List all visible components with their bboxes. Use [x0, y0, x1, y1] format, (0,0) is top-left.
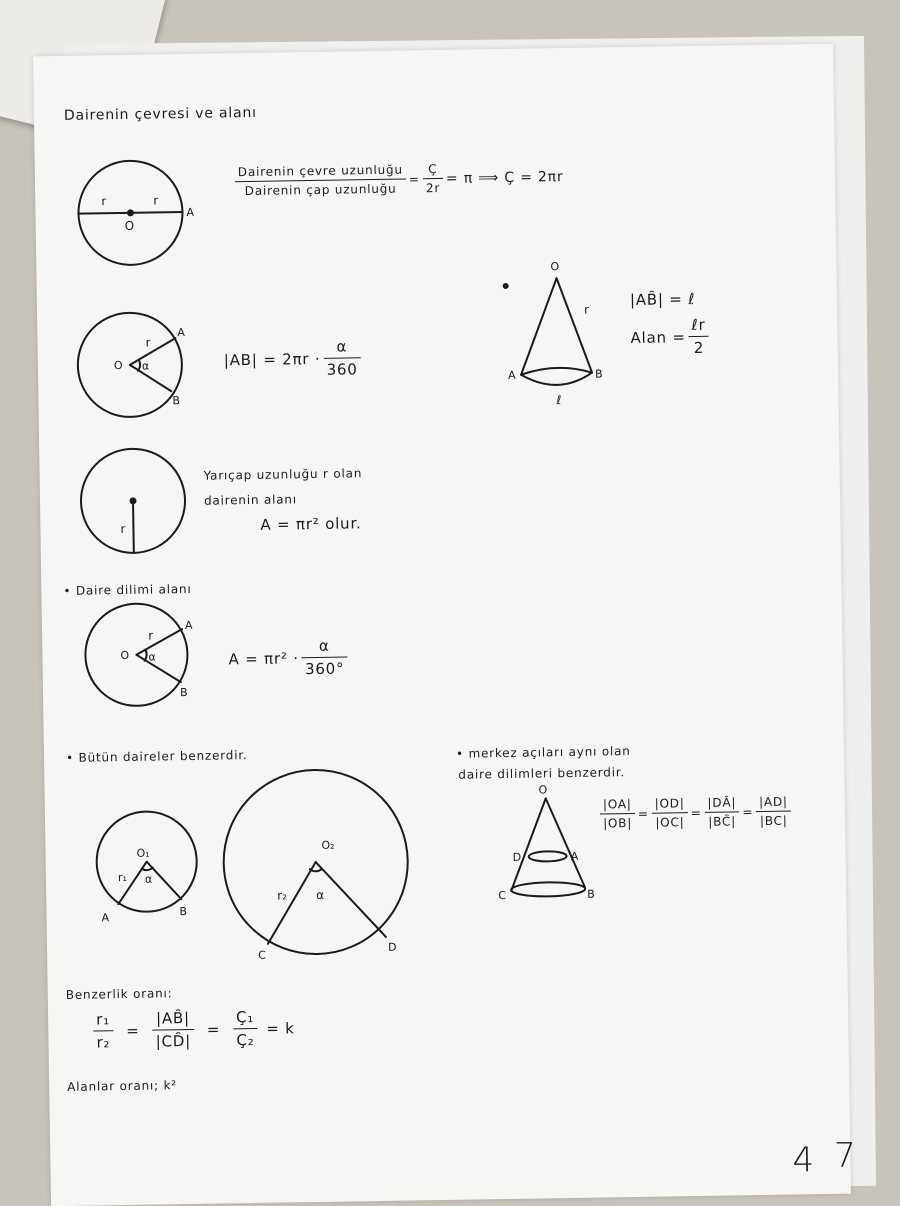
circle-diameter-figure [78, 160, 196, 266]
label-r: r [120, 521, 126, 537]
label-o: O [113, 358, 123, 373]
similarity-ratio-formula [90, 1007, 295, 1051]
sector-lhs: A = πr² · [228, 648, 299, 668]
label-r1: r₁ [117, 870, 127, 885]
eq-sign: = [637, 806, 649, 821]
label-alpha: α [148, 650, 156, 664]
ratio-oa-ob [600, 797, 635, 831]
label-b: B [587, 887, 595, 901]
cone-area-denominator: 2 [693, 338, 705, 358]
ratio-heading: Benzerlik oranı: [65, 986, 173, 1002]
bc-denominator: |BC| [759, 813, 788, 829]
circumference-result: = π ⟹ Ç = 2πr [445, 168, 564, 187]
label-b: B [179, 905, 188, 919]
c1-numerator: Ç₁ [233, 1008, 257, 1029]
label-r: r [148, 628, 154, 643]
ratio-r [93, 1010, 113, 1051]
area-line1: Yarıçap uzunluğu r olan [203, 466, 363, 483]
cone-area-formula [630, 316, 712, 358]
cut-cone-figure [497, 783, 595, 903]
ratio-fraction [235, 163, 406, 199]
sector-denominator: 360° [304, 659, 345, 679]
eq-sign: = [690, 805, 702, 820]
label-a: A [507, 368, 516, 382]
label-c: C [498, 889, 507, 903]
sector-numerator: α [302, 636, 348, 658]
bc-arc-denominator: |BC̑| [708, 814, 737, 829]
cone-area-lhs: Alan = [630, 327, 686, 347]
label-a: A [177, 326, 186, 340]
eq-sign: = [742, 804, 754, 819]
label-o: O [550, 260, 560, 274]
r1-numerator: r₁ [93, 1010, 113, 1031]
label-b: B [179, 686, 188, 700]
label-alpha: α [141, 359, 150, 373]
label-r-left: r [101, 194, 107, 209]
label-o: O [124, 218, 135, 233]
areas-ratio: Alanlar oranı; k² [67, 1078, 178, 1094]
arc-fraction [323, 337, 361, 379]
ratio-od-oc [652, 796, 688, 830]
ratio-result: = k [266, 1018, 295, 1038]
label-a: A [101, 911, 110, 925]
label-r: r [145, 335, 151, 350]
small-circle-figure [96, 811, 198, 925]
c-denominator: 2r [425, 180, 441, 196]
circle-sector-figure [85, 603, 195, 707]
area-line2: dairenin alanı [203, 492, 298, 508]
label-d: D [512, 850, 522, 864]
page-number: 4 [792, 1140, 815, 1181]
c-numerator: Ç [423, 162, 443, 179]
cone-area-numerator: ℓr [688, 316, 708, 337]
arc-numerator: α [323, 337, 360, 359]
ratio-numerator: Dairenin çevre uzunluğu [235, 163, 406, 183]
ratio-ad-bc [756, 795, 791, 829]
label-alpha: α [144, 872, 153, 886]
sectors-heading-line2: daire dilimleri benzerdir. [458, 765, 626, 782]
notebook-page [33, 44, 851, 1206]
label-d: D [387, 940, 397, 954]
ratio-denominator: Dairenin çap uzunluğu [244, 181, 397, 199]
circumference-ratio [232, 160, 564, 198]
oc-denominator: |OC| [655, 815, 685, 830]
ratio-c [233, 1008, 258, 1049]
sector-formula [228, 636, 350, 679]
circle-arc-figure [77, 312, 187, 418]
eq-sign: = [408, 171, 420, 186]
arc-length-formula [223, 337, 363, 380]
label-o1: O₁ [136, 846, 150, 860]
c-fraction [423, 162, 444, 195]
ratio-da-bc-arc [704, 795, 739, 829]
sectors-ratio-formula [597, 794, 795, 830]
sector-heading: • Daire dilimi alanı [63, 581, 192, 598]
label-r-right: r [153, 193, 159, 208]
cone-arc-eq: |AB̑| = ℓ [629, 289, 696, 310]
circle-area-figure [80, 448, 186, 554]
area-formula: A = πr² olur. [260, 514, 362, 534]
label-o2: O₂ [321, 838, 335, 852]
label-alpha: α [316, 887, 325, 903]
ad-numerator: |AD| [756, 795, 791, 813]
c2-denominator: Ç₂ [236, 1030, 255, 1050]
od-numerator: |OD| [652, 796, 688, 814]
similar-heading: • Bütün daireler benzerdir. [65, 748, 248, 765]
cd-arc-denominator: |CD̑| [155, 1031, 192, 1051]
cone-figure [503, 259, 603, 408]
label-b: B [172, 394, 181, 408]
label-l: ℓ [556, 393, 562, 408]
ratio-arc [152, 1009, 194, 1051]
label-o: O [120, 648, 130, 663]
label-r: r [583, 302, 590, 317]
label-a: A [184, 618, 193, 633]
da-arc-numerator: |DȂ| [704, 795, 739, 813]
ob-denominator: |OB| [603, 816, 633, 831]
ab-arc-numerator: |AB̑| [152, 1009, 194, 1031]
arc-lhs: |AB| = 2πr · [223, 349, 321, 369]
label-a: A [570, 849, 579, 864]
label-r2: r₂ [277, 888, 288, 903]
cone-area-fraction [688, 316, 709, 357]
sector-fraction [302, 636, 348, 678]
label-a: A [186, 205, 195, 219]
r2-denominator: r₂ [96, 1033, 111, 1052]
arc-denominator: 360 [326, 360, 358, 379]
back-page-number: 7 [834, 1136, 856, 1176]
label-b: B [594, 367, 603, 381]
big-circle-figure [222, 769, 409, 963]
label-o: O [538, 783, 548, 797]
page-title: Dairenin çevresi ve alanı [63, 104, 257, 124]
eq-sign: = [125, 1021, 140, 1040]
label-c: C [258, 948, 266, 962]
oa-numerator: |OA| [600, 797, 635, 815]
eq-sign: = [206, 1020, 221, 1039]
sectors-heading-line1: • merkez açıları aynı olan [455, 744, 631, 761]
